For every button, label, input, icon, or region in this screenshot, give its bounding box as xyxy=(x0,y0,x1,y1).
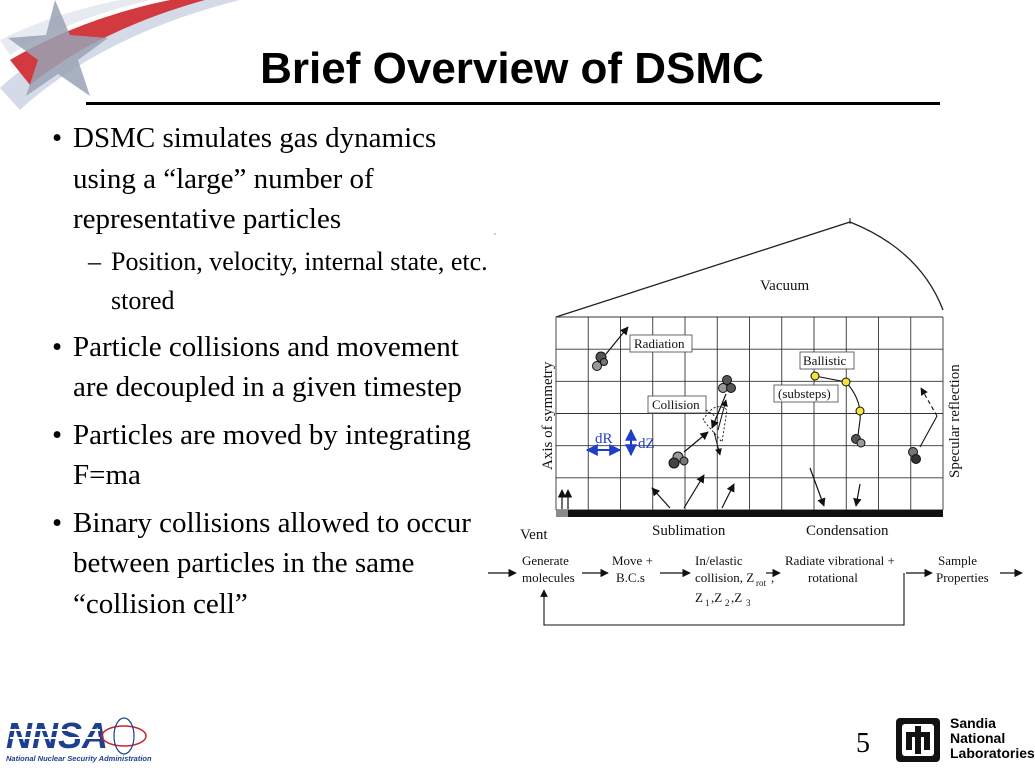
ballistic-particle xyxy=(811,372,819,380)
vent-patch xyxy=(556,510,568,517)
svg-text:B.C.s: B.C.s xyxy=(616,570,645,585)
svg-text:Properties: Properties xyxy=(936,570,989,585)
sandia-line: Laboratories xyxy=(950,745,1035,761)
svg-text:,: , xyxy=(771,570,775,585)
specular-reflection-label: Specular reflection xyxy=(947,364,963,478)
sandia-wordmark xyxy=(950,715,1035,761)
flow-move: Move + xyxy=(612,553,653,568)
slide-title: Brief Overview of DSMC xyxy=(260,44,764,93)
svg-text:,Z: ,Z xyxy=(711,590,723,605)
svg-text:3: 3 xyxy=(746,598,751,608)
title-underline xyxy=(86,102,940,105)
flow-inelastic: In/elastic xyxy=(695,553,743,568)
svg-text:Z: Z xyxy=(695,590,703,605)
collision-cell-grid xyxy=(556,317,943,510)
nnsa-caption: National Nuclear Security Administration xyxy=(6,754,152,763)
dr-label: dR xyxy=(595,431,613,447)
bullet-item: • Particle collisions and movement are decoupled in a given timestep xyxy=(52,327,492,408)
sublimation-label: Sublimation xyxy=(652,523,726,539)
algorithm-flow xyxy=(488,553,1022,625)
svg-text:rot: rot xyxy=(756,578,766,588)
vent-label: Vent xyxy=(520,527,548,543)
flow-radiate: Radiate vibrational + xyxy=(785,553,895,568)
page-number: 5 xyxy=(856,728,870,759)
nnsa-logo-text: NNSA xyxy=(6,715,109,756)
collision-label: Collision xyxy=(652,397,700,412)
sandia-line: Sandia xyxy=(950,715,996,731)
axis-of-symmetry-label: Axis of symmetry xyxy=(540,361,556,470)
svg-text:,Z: ,Z xyxy=(731,590,743,605)
dash-marker: – xyxy=(88,246,101,276)
particle-collision-top xyxy=(719,376,736,393)
radiation-arrow xyxy=(606,327,628,354)
substeps-label: (substeps) xyxy=(778,386,831,401)
particle-ballistic-end xyxy=(852,435,866,448)
vacuum-boundary xyxy=(556,222,943,317)
ballistic-label: Ballistic xyxy=(803,353,847,368)
svg-text:rotational: rotational xyxy=(808,570,858,585)
bullet-list xyxy=(52,118,492,624)
vacuum-label: Vacuum xyxy=(760,278,810,294)
nnsa-logo xyxy=(4,716,154,766)
radiation-label: Radiation xyxy=(634,336,685,351)
bullet-item: • Particles are moved by integrating F=ma xyxy=(52,415,492,496)
sandia-thunderbird-logo xyxy=(892,712,948,766)
ground-surface xyxy=(556,510,943,517)
sandia-line: National xyxy=(950,730,1006,746)
svg-text:1: 1 xyxy=(705,598,710,608)
svg-text:2: 2 xyxy=(725,598,730,608)
bullet-item: • Binary collisions allowed to occur between particles in the same “collision cell” xyxy=(52,503,492,625)
bullet-item: • DSMC simulates gas dynamics using a “large” number of representative particles xyxy=(52,118,492,240)
sub-bullet-item xyxy=(52,242,492,320)
dsmc-diagram xyxy=(484,212,1024,632)
dz-label: dZ xyxy=(638,436,655,452)
flow-sample: Sample xyxy=(938,553,977,568)
sub-bullet-text: Position, velocity, internal state, etc. stored xyxy=(111,246,488,315)
particle-radiation xyxy=(593,352,608,371)
condensation-label: Condensation xyxy=(806,523,889,539)
svg-text:collision, Z: collision, Z xyxy=(695,570,755,585)
flow-generate: Generate xyxy=(522,553,569,568)
svg-text:molecules: molecules xyxy=(522,570,575,585)
